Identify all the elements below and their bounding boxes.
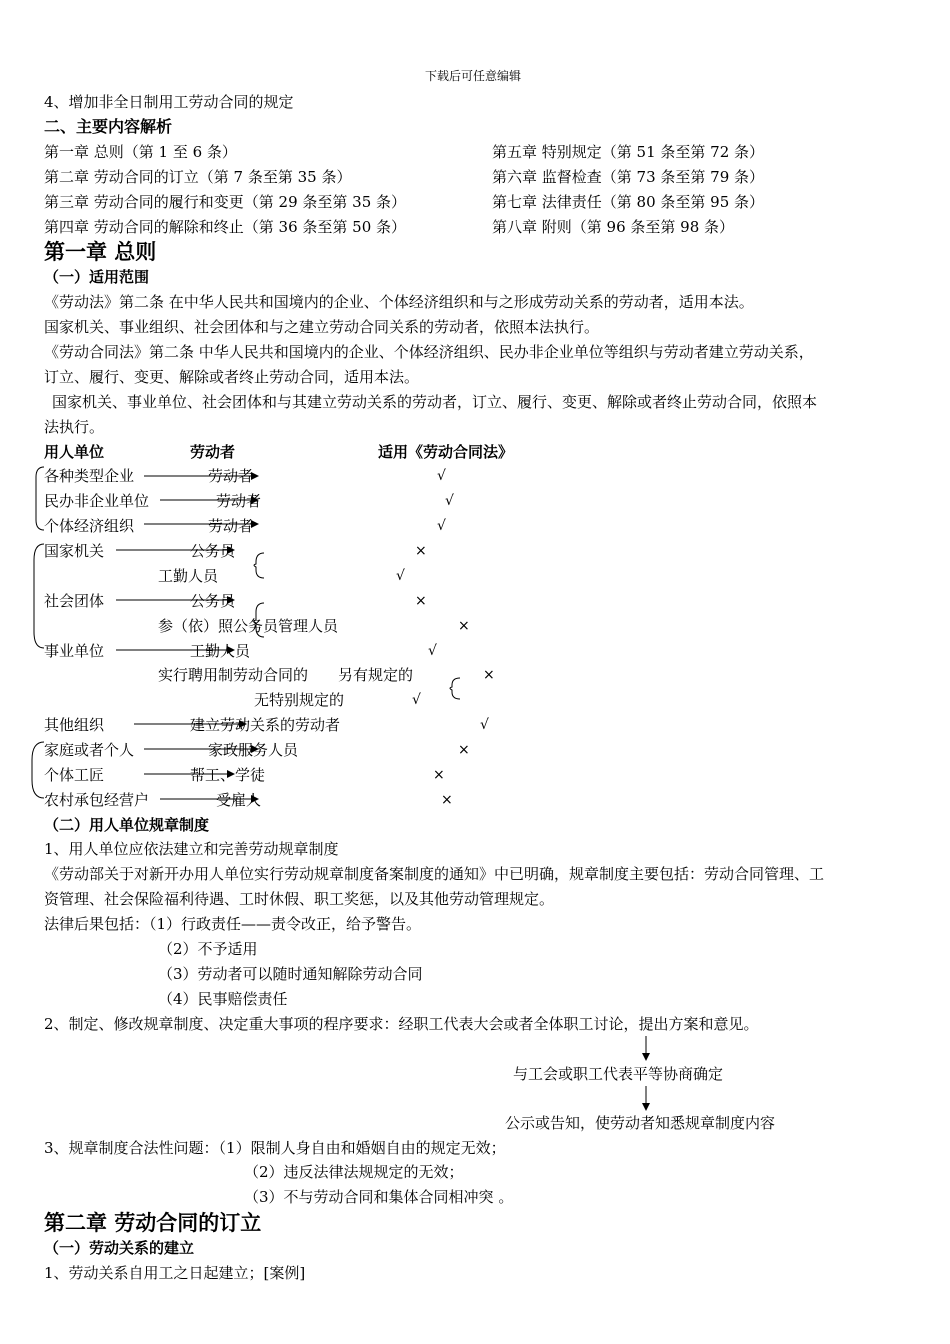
employer-individual-economic: 个体经济组织 bbox=[44, 517, 135, 535]
cross-mark-icon: × bbox=[415, 543, 427, 559]
brace-individuals bbox=[32, 742, 44, 798]
rules-line-2-cont: 资管理、社会保险福利待遇、工时休假、职工奖惩，以及其他劳动管理规定。 bbox=[44, 890, 555, 908]
toc-chapter-7: 第七章 法律责任（第 80 条至第 95 条） bbox=[492, 193, 765, 211]
rules-legality-3: （3）不与劳动合同和集体合同相冲突 。 bbox=[244, 1188, 514, 1206]
worker-row-14: 受雇人 bbox=[216, 791, 262, 809]
brace-civil-servant bbox=[254, 553, 264, 578]
rules-line-1: 1、用人单位应依法建立和完善劳动规章制度 bbox=[44, 840, 339, 858]
brace-hiring-contract bbox=[450, 678, 460, 699]
worker-row-9-other: 另有规定的 bbox=[338, 666, 414, 684]
employer-other-org: 其他组织 bbox=[44, 716, 105, 734]
rules-procedure: 2、制定、修改规章制度、决定重大事项的程序要求：经职工代表大会或者全体职工讨论，提出方案和意见。 bbox=[44, 1015, 759, 1033]
check-mark-icon: √ bbox=[445, 493, 454, 509]
employer-rural-contractor: 农村承包经营户 bbox=[44, 791, 150, 809]
worker-row-4: 公务员 bbox=[190, 542, 236, 560]
employer-household: 家庭或者个人 bbox=[44, 741, 135, 759]
cross-mark-icon: × bbox=[433, 767, 445, 783]
toc-chapter-8: 第八章 附则（第 96 条至第 98 条） bbox=[492, 218, 735, 236]
table-header-applicable: 适用《劳动合同法》 bbox=[378, 443, 514, 461]
rules-consequence-2: （2）不予适用 bbox=[158, 940, 258, 958]
worker-row-1: 劳动者 bbox=[208, 467, 254, 485]
scope-paragraph-1: 《劳动法》第二条 在中华人民共和国境内的企业、个体经济组织和与之形成劳动关系的劳动者，适用本法。 bbox=[44, 293, 754, 311]
worker-row-11: 建立劳动关系的劳动者 bbox=[190, 716, 341, 734]
toc-chapter-1: 第一章 总则（第 1 至 6 条） bbox=[44, 143, 237, 161]
toc-chapter-4: 第四章 劳动合同的解除和终止（第 36 条至第 50 条） bbox=[44, 218, 407, 236]
toc-chapter-6: 第六章 监督检查（第 73 条至第 79 条） bbox=[492, 168, 765, 186]
check-mark-icon: √ bbox=[412, 692, 421, 708]
toc-chapter-5: 第五章 特别规定（第 51 条至第 72 条） bbox=[492, 143, 765, 161]
chapter-1-title: 第一章 总则 bbox=[44, 240, 157, 264]
table-header-worker: 劳动者 bbox=[190, 443, 236, 461]
rules-heading: （二）用人单位规章制度 bbox=[44, 816, 210, 834]
rules-flow-step-1: 与工会或职工代表平等协商确定 bbox=[513, 1065, 724, 1083]
employer-public-institution: 事业单位 bbox=[44, 642, 105, 660]
chapter-2-title: 第二章 劳动合同的订立 bbox=[44, 1211, 262, 1235]
page-header-note: 下载后可任意编辑 bbox=[425, 69, 522, 83]
scope-paragraph-4-cont: 法执行。 bbox=[44, 418, 105, 436]
check-mark-icon: √ bbox=[437, 518, 446, 534]
scope-paragraph-3-cont: 订立、履行、变更、解除或者终止劳动合同，适用本法。 bbox=[44, 368, 420, 386]
rules-flow-step-2: 公示或告知，使劳动者知悉规章制度内容 bbox=[505, 1114, 776, 1132]
table-header-employer: 用人单位 bbox=[44, 443, 105, 461]
check-mark-icon: √ bbox=[480, 717, 489, 733]
employer-enterprises: 各种类型企业 bbox=[44, 467, 135, 485]
employer-state-organ: 国家机关 bbox=[44, 542, 105, 560]
rules-consequence-4: （4）民事赔偿责任 bbox=[158, 990, 288, 1008]
toc-chapter-3: 第三章 劳动合同的履行和变更（第 29 条至第 35 条） bbox=[44, 193, 407, 211]
employer-craftsman: 个体工匠 bbox=[44, 766, 105, 784]
worker-row-13: 帮工、学徒 bbox=[190, 766, 266, 784]
worker-row-10: 无特别规定的 bbox=[254, 691, 345, 709]
rules-legality-2: （2）违反法律法规规定的无效； bbox=[244, 1163, 464, 1181]
brace-public-sector bbox=[34, 544, 44, 648]
worker-row-2: 劳动者 bbox=[216, 492, 262, 510]
scope-paragraph-3: 《劳动合同法》第二条 中华人民共和国境内的企业、个体经济组织、民办非企业单位等组织与劳动者建立劳动关系， bbox=[44, 343, 814, 361]
rules-consequence-1: 法律后果包括：（1）行政责任——责令改正，给予警告。 bbox=[44, 915, 422, 933]
cross-mark-icon: × bbox=[441, 792, 453, 808]
worker-row-9: 实行聘用制劳动合同的 bbox=[158, 666, 309, 684]
worker-row-5: 工勤人员 bbox=[158, 567, 219, 585]
scope-heading: （一）适用范围 bbox=[44, 268, 150, 286]
intro-item-4: 4、增加非全日制用工劳动合同的规定 bbox=[44, 93, 294, 111]
rules-legality-1: 3、规章制度合法性问题：（1）限制人身自由和婚姻自由的规定无效； bbox=[44, 1139, 506, 1157]
check-mark-icon: √ bbox=[396, 568, 405, 584]
worker-row-12: 家政服务人员 bbox=[208, 741, 299, 759]
cross-mark-icon: × bbox=[415, 593, 427, 609]
cross-mark-icon: × bbox=[458, 618, 470, 634]
worker-row-7: 参（依）照公务员管理人员 bbox=[158, 617, 339, 635]
section-2-title: 二、主要内容解析 bbox=[44, 117, 173, 136]
check-mark-icon: √ bbox=[428, 643, 437, 659]
brace-enterprises bbox=[36, 467, 44, 530]
cross-mark-icon: × bbox=[458, 742, 470, 758]
worker-row-3: 劳动者 bbox=[208, 517, 254, 535]
labor-relation-line-1: 1、劳动关系自用工之日起建立；[案例] bbox=[44, 1264, 306, 1282]
labor-relation-heading: （一）劳动关系的建立 bbox=[44, 1239, 195, 1257]
cross-mark-icon: × bbox=[483, 667, 495, 683]
toc-chapter-2: 第二章 劳动合同的订立（第 7 条至第 35 条） bbox=[44, 168, 352, 186]
worker-row-8: 工勤人员 bbox=[190, 642, 251, 660]
scope-paragraph-2: 国家机关、事业组织、社会团体和与之建立劳动合同关系的劳动者，依照本法执行。 bbox=[44, 318, 600, 336]
scope-paragraph-4: 国家机关、事业单位、社会团体和与其建立劳动关系的劳动者，订立、履行、变更、解除或者终止劳动合同，依照本 bbox=[52, 393, 818, 411]
employer-social-group: 社会团体 bbox=[44, 592, 105, 610]
check-mark-icon: √ bbox=[437, 468, 446, 484]
rules-line-2: 《劳动部关于对新开办用人单位实行劳动规章制度备案制度的通知》中已明确，规章制度主要包括：劳动合同管理、工 bbox=[44, 865, 825, 883]
employer-private-nonenterprise: 民办非企业单位 bbox=[44, 492, 150, 510]
worker-row-6: 公务员 bbox=[190, 592, 236, 610]
rules-consequence-3: （3）劳动者可以随时通知解除劳动合同 bbox=[158, 965, 423, 983]
